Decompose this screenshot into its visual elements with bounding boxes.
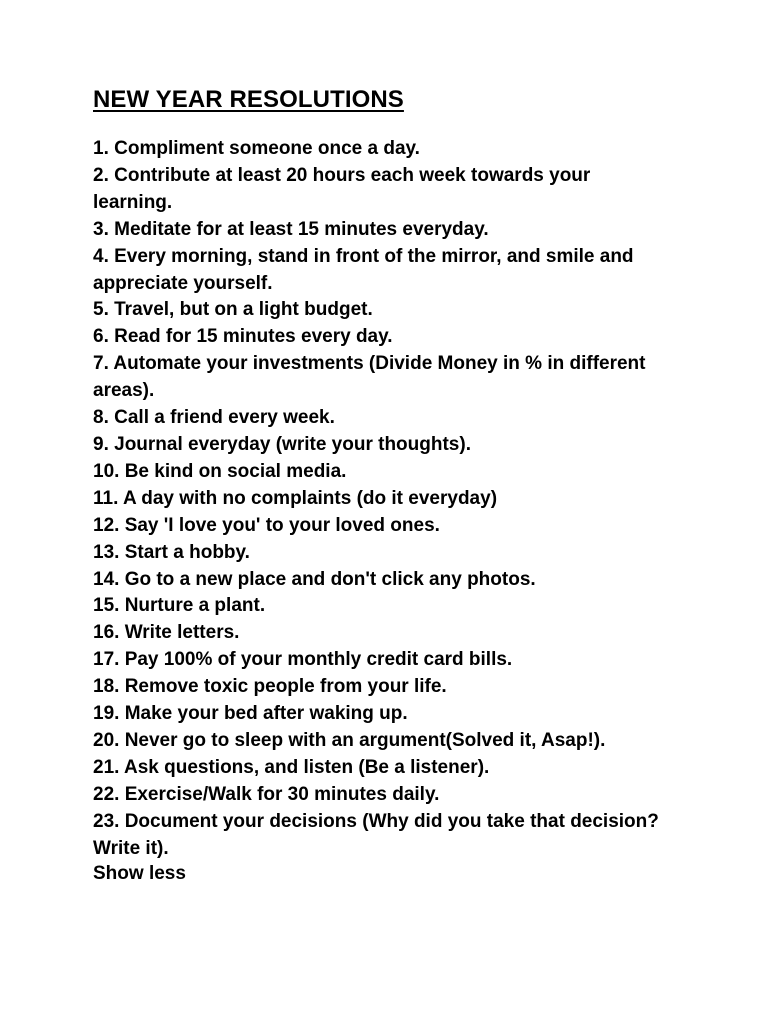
resolution-item-text: appreciate yourself. — [93, 272, 273, 294]
resolution-item — [93, 701, 693, 728]
resolution-item-text: 13. Start a hobby. — [93, 541, 250, 563]
resolution-item-text: 22. Exercise/Walk for 30 minutes daily. — [93, 783, 440, 805]
resolution-item-text: 19. Make your bed after waking up. — [93, 703, 408, 725]
resolution-item — [93, 136, 693, 163]
resolution-item-text: 12. Say 'I love you' to your loved ones. — [93, 514, 440, 536]
resolution-item — [93, 486, 693, 513]
resolution-item — [93, 567, 693, 594]
resolution-item — [93, 755, 693, 782]
resolution-item — [93, 647, 693, 674]
resolution-item-text: 2. Contribute at least 20 hours each week towards your — [93, 164, 591, 186]
resolution-item-text: learning. — [93, 191, 173, 213]
page-title: NEW YEAR RESOLUTIONS — [93, 86, 404, 113]
resolution-item-text: 11. A day with no complaints (do it everyday) — [93, 487, 498, 509]
resolution-item — [93, 782, 693, 809]
resolution-item — [93, 809, 693, 863]
resolution-item-text: 1. Compliment someone once a day. — [93, 138, 420, 159]
resolution-item — [93, 459, 693, 486]
resolution-item — [93, 432, 693, 459]
resolution-item-text: 17. Pay 100% of your monthly credit card bills. — [93, 649, 513, 671]
resolution-item-text: Write it). — [93, 837, 169, 859]
resolution-item — [93, 217, 693, 244]
resolution-item — [93, 513, 693, 540]
resolution-item — [93, 593, 693, 620]
resolution-item-text: 15. Nurture a plant. — [93, 595, 266, 617]
resolution-item-text: 7. Automate your investments (Divide Money in % in different — [93, 353, 646, 375]
resolution-item-text: 20. Never go to sleep with an argument(Solved it, Asap!). — [93, 729, 606, 751]
resolution-item-text: 23. Document your decisions (Why did you take that decision? — [93, 810, 659, 832]
resolution-item-text: 14. Go to a new place and don't click any photos. — [93, 568, 536, 590]
resolution-item — [93, 674, 693, 701]
resolution-item-text: 4. Every morning, stand in front of the mirror, and smile and — [93, 245, 634, 267]
show-less-link[interactable]: Show less — [93, 863, 186, 884]
resolution-item — [93, 405, 693, 432]
resolution-item-text: 16. Write letters. — [93, 622, 240, 644]
resolution-item-text: 9. Journal everyday (write your thoughts). — [93, 433, 471, 455]
resolution-item — [93, 728, 693, 755]
resolution-item — [93, 324, 693, 351]
resolution-item — [93, 351, 693, 405]
resolution-item — [93, 620, 693, 647]
resolution-item-text: 3. Meditate for at least 15 minutes everyday. — [93, 218, 489, 240]
resolution-item-text: 8. Call a friend every week. — [93, 407, 335, 429]
resolution-item-text: 6. Read for 15 minutes every day. — [93, 326, 393, 348]
resolution-item — [93, 540, 693, 567]
resolution-item-text: 21. Ask questions, and listen (Be a listener). — [93, 756, 490, 778]
resolution-item — [93, 297, 693, 324]
resolution-item-text: areas). — [93, 380, 155, 402]
resolution-item — [93, 244, 693, 298]
resolution-item-text: 5. Travel, but on a light budget. — [93, 299, 373, 321]
resolution-item-text: 10. Be kind on social media. — [93, 460, 347, 482]
resolution-item — [93, 163, 693, 217]
resolution-list — [93, 136, 693, 862]
resolution-item-text: 18. Remove toxic people from your life. — [93, 676, 447, 698]
